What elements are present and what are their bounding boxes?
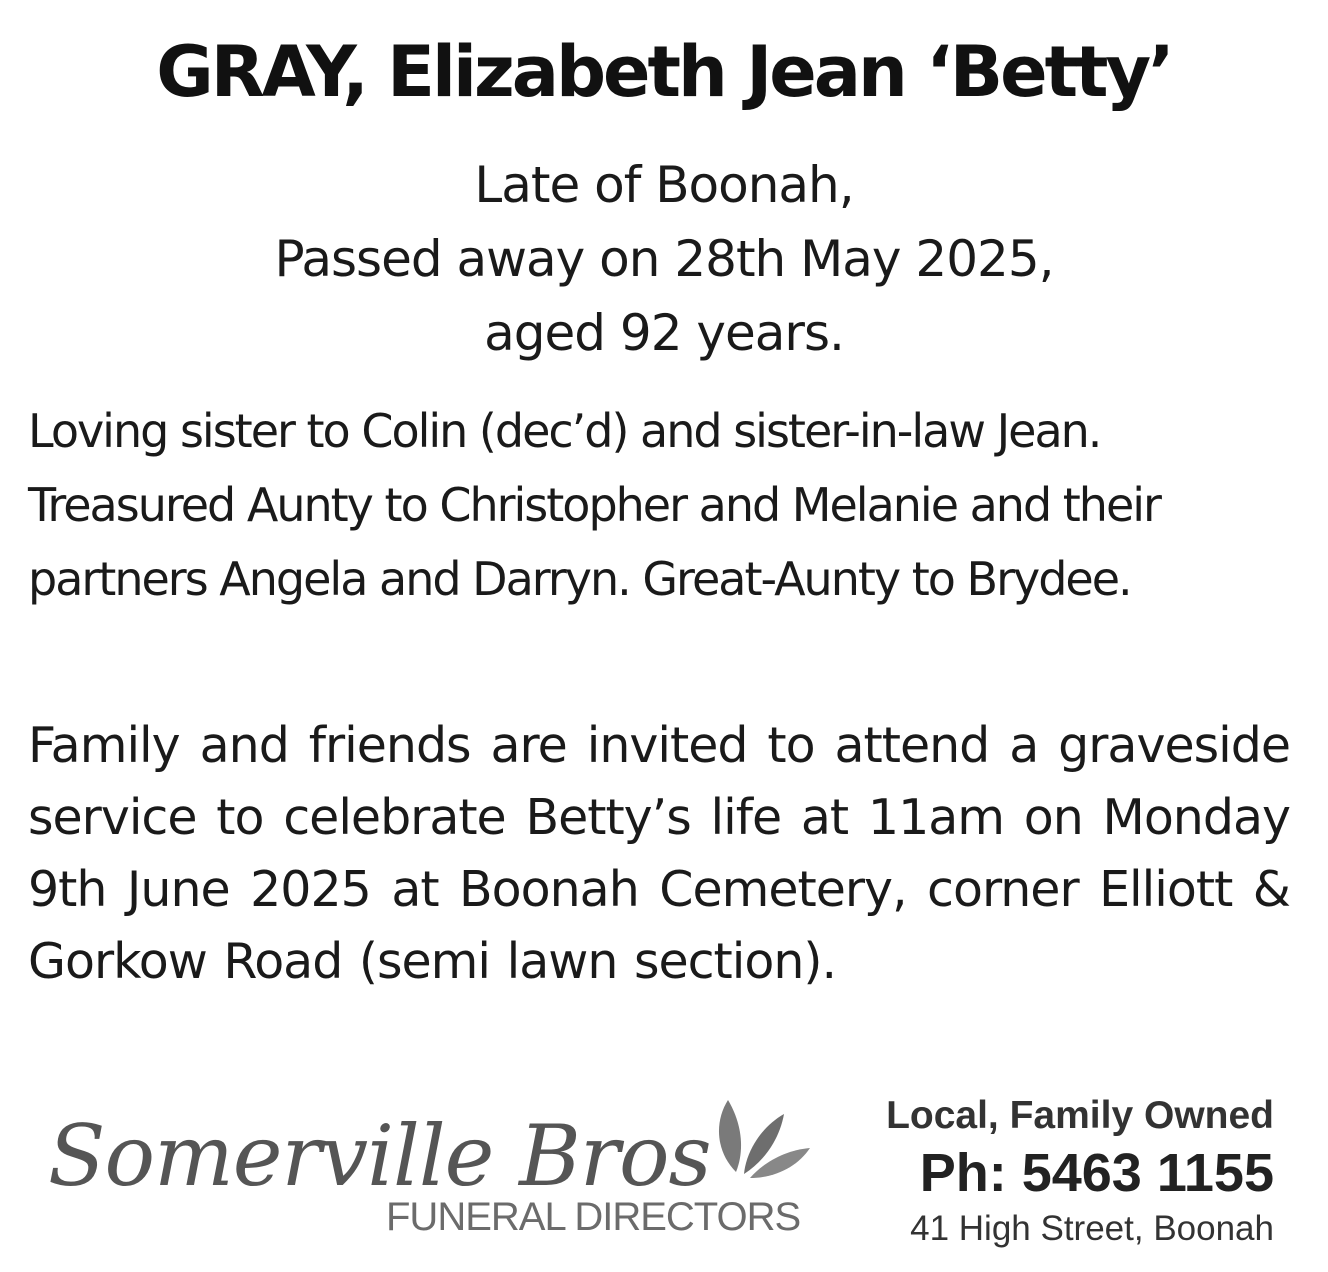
service-paragraph: Family and friends are invited to attend a graveside service to celebrate Betty’s life at 11am on Monday 9th June 2025 at Boonah Cemetery, corner Elliott & Gorkow Road (semi lawn section). [28, 717, 1290, 990]
contact-tagline: Local, Family Owned [886, 1094, 1274, 1137]
intro-line-age: aged 92 years. [484, 304, 844, 362]
notice-intro [0, 148, 1328, 370]
logo-subtitle: FUNERAL DIRECTORS [386, 1195, 801, 1239]
contact-address: 41 High Street, Boonah [910, 1209, 1274, 1248]
funeral-director-footer [0, 1080, 1328, 1260]
notice-title: GRAY, Elizabeth Jean ‘Betty’ [156, 31, 1172, 113]
intro-line-residence: Late of Boonah, [474, 156, 854, 214]
family-paragraph: Loving sister to Colin (dec’d) and sister-in-law Jean. Treasured Aunty to Christopher and Melanie and their partners Angela and Darryn. Great-Aunty to Brydee. [28, 404, 1160, 606]
contact-block [886, 1090, 1274, 1254]
contact-phone: Ph: 5463 1155 [919, 1143, 1274, 1203]
intro-line-passed: Passed away on 28th May 2025, [274, 230, 1054, 288]
leaf-logo-icon [706, 1092, 816, 1182]
logo-name: Somerville Bros [48, 1107, 711, 1205]
